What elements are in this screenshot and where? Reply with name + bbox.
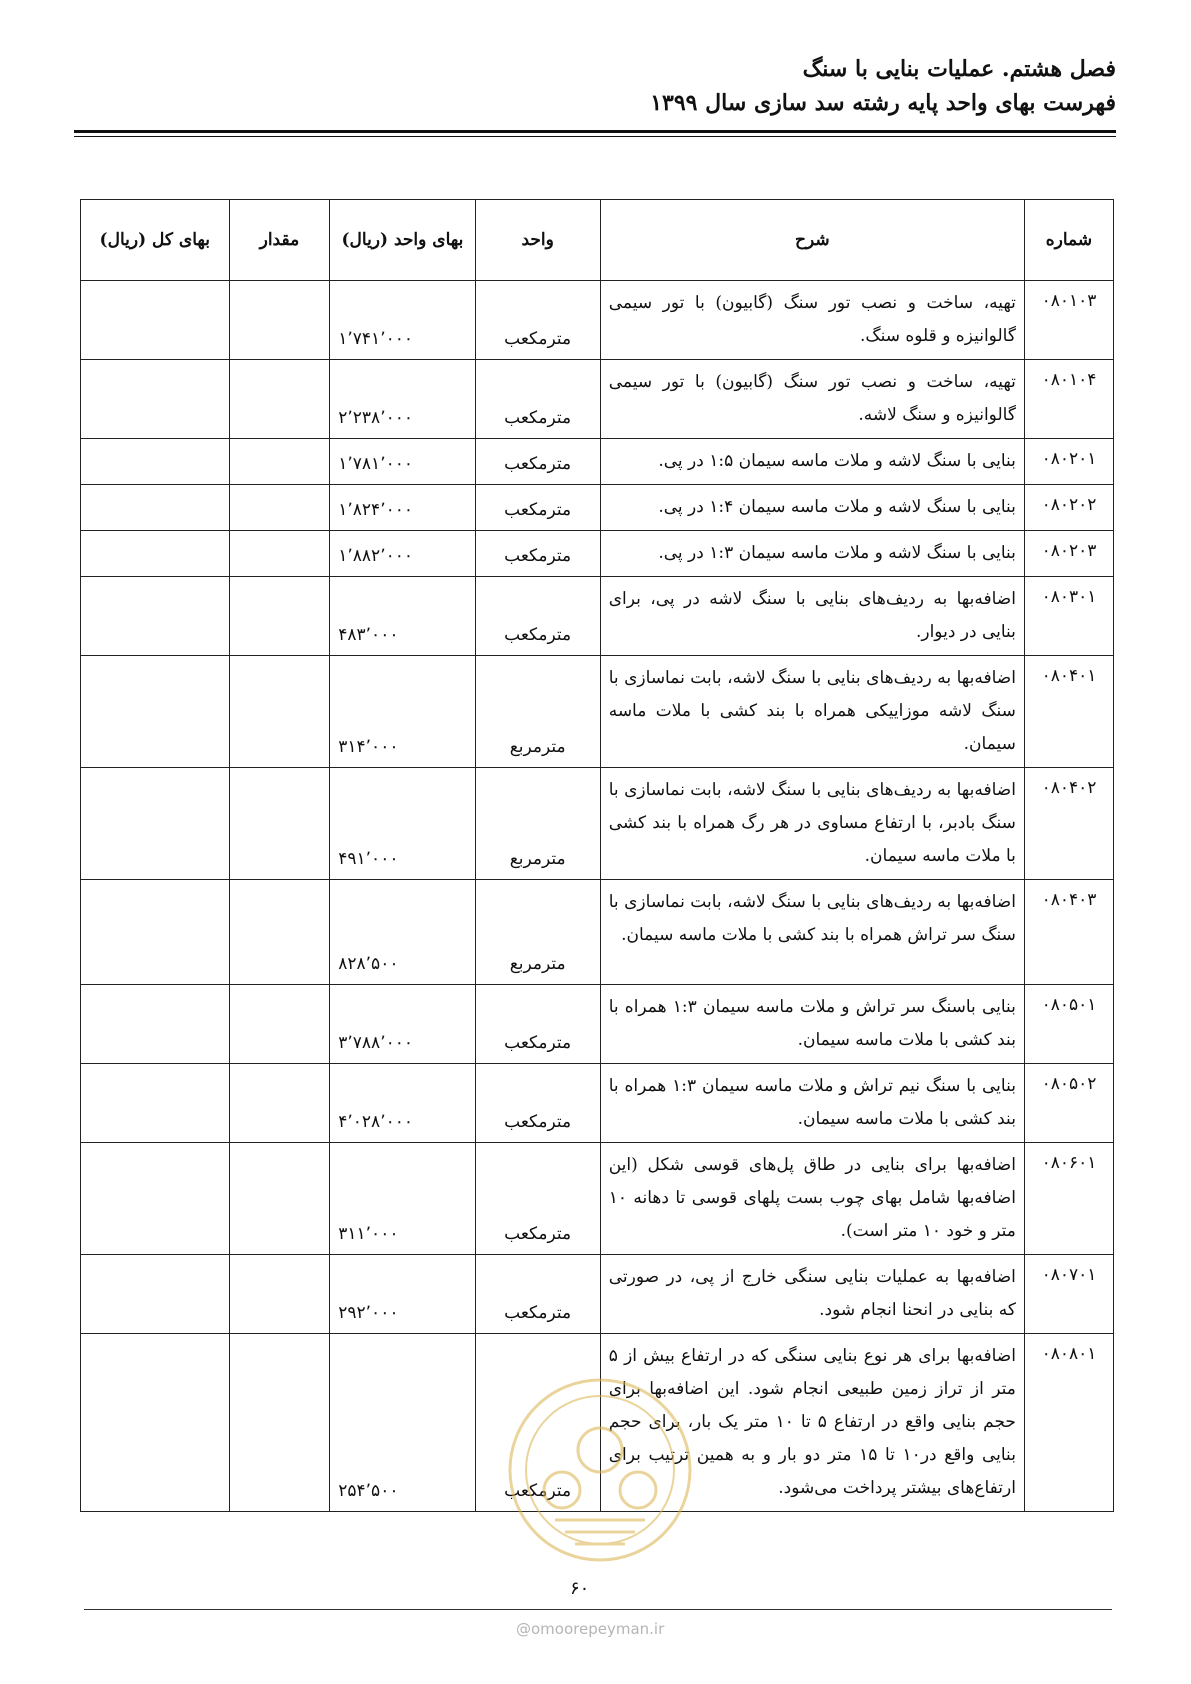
row-description: بنایی با سنگ لاشه و ملات ماسه سیمان ۱:۳ در پی. (600, 531, 1024, 577)
row-description: اضافه‌بها به ردیف‌های بنایی با سنگ لاشه، بابت نماسازی با سنگ بادبر، با ارتفاع مساوی در هر رگ همراه با بند کشی با ملات ماسه سیمان. (600, 768, 1024, 880)
row-description: اضافه‌بها به ردیف‌های بنایی با سنگ لاشه، بابت نماسازی با سنگ سر تراش همراه با بند کشی با ملات ماسه سیمان. (600, 880, 1024, 985)
row-unit: مترمکعب (475, 577, 600, 656)
row-code: ۰۸۰۴۰۱ (1024, 656, 1113, 768)
table-row (81, 531, 1114, 577)
footer-rule (84, 1609, 1112, 1610)
row-quantity (229, 577, 330, 656)
row-total-price (81, 1255, 230, 1334)
row-unit-price: ۲۵۴٬۵۰۰ (330, 1334, 475, 1512)
price-table (80, 199, 1114, 1512)
table-row (81, 439, 1114, 485)
row-code: ۰۸۰۲۰۱ (1024, 439, 1113, 485)
header-total-price: بهای کل (ریال) (81, 200, 230, 281)
row-code: ۰۸۰۵۰۲ (1024, 1064, 1113, 1143)
row-total-price (81, 880, 230, 985)
row-total-price (81, 1143, 230, 1255)
row-unit: مترمکعب (475, 1143, 600, 1255)
table-row (81, 1255, 1114, 1334)
row-unit: مترمکعب (475, 1255, 600, 1334)
row-total-price (81, 768, 230, 880)
row-unit: مترمربع (475, 768, 600, 880)
row-unit-price: ۱٬۷۸۱٬۰۰۰ (330, 439, 475, 485)
row-quantity (229, 1064, 330, 1143)
row-unit: مترمکعب (475, 360, 600, 439)
row-quantity (229, 1334, 330, 1512)
row-unit: مترمربع (475, 880, 600, 985)
chapter-title: فصل هشتم. عملیات بنایی با سنگ (802, 56, 1116, 82)
page-header (650, 52, 1116, 120)
row-unit: مترمکعب (475, 1334, 600, 1512)
row-description: بنایی باسنگ سر تراش و ملات ماسه سیمان ۱:۳ همراه با بند کشی با ملات ماسه سیمان. (600, 985, 1024, 1064)
row-code: ۰۸۰۱۰۳ (1024, 281, 1113, 360)
row-quantity (229, 485, 330, 531)
row-quantity (229, 656, 330, 768)
row-unit: مترمکعب (475, 485, 600, 531)
row-total-price (81, 439, 230, 485)
row-unit-price: ۳۱۴٬۰۰۰ (330, 656, 475, 768)
table-row (81, 1143, 1114, 1255)
row-unit-price: ۲٬۲۳۸٬۰۰۰ (330, 360, 475, 439)
footer-website: @omoorepeyman.ir (516, 1620, 665, 1638)
row-total-price (81, 1064, 230, 1143)
row-code: ۰۸۰۶۰۱ (1024, 1143, 1113, 1255)
row-quantity (229, 1255, 330, 1334)
table-header-row (81, 200, 1114, 281)
header-quantity: مقدار (229, 200, 330, 281)
row-description: اضافه‌بها به ردیف‌های بنایی با سنگ لاشه در پی، برای بنایی در دیوار. (600, 577, 1024, 656)
table-row (81, 360, 1114, 439)
row-unit: مترمکعب (475, 439, 600, 485)
row-unit: مترمکعب (475, 531, 600, 577)
row-total-price (81, 1334, 230, 1512)
row-unit-price: ۴۸۳٬۰۰۰ (330, 577, 475, 656)
row-quantity (229, 439, 330, 485)
row-quantity (229, 985, 330, 1064)
row-unit-price: ۱٬۷۴۱٬۰۰۰ (330, 281, 475, 360)
table-row (81, 485, 1114, 531)
row-code: ۰۸۰۱۰۴ (1024, 360, 1113, 439)
row-unit: مترمکعب (475, 1064, 600, 1143)
row-description: بنایی با سنگ نیم تراش و ملات ماسه سیمان ۱:۳ همراه با بند کشی با ملات ماسه سیمان. (600, 1064, 1024, 1143)
header-rule-thick (74, 130, 1116, 133)
row-description: تهیه، ساخت و نصب تور سنگ (گابیون) با تور سیمی گالوانیزه و سنگ لاشه. (600, 360, 1024, 439)
row-unit-price: ۲۹۲٬۰۰۰ (330, 1255, 475, 1334)
row-unit-price: ۴۹۱٬۰۰۰ (330, 768, 475, 880)
header-description: شرح (600, 200, 1024, 281)
row-total-price (81, 281, 230, 360)
header-code: شماره (1024, 200, 1113, 281)
row-quantity (229, 531, 330, 577)
header-unit: واحد (475, 200, 600, 281)
row-unit-price: ۸۲۸٬۵۰۰ (330, 880, 475, 985)
row-total-price (81, 985, 230, 1064)
row-description: بنایی با سنگ لاشه و ملات ماسه سیمان ۱:۵ در پی. (600, 439, 1024, 485)
row-code: ۰۸۰۸۰۱ (1024, 1334, 1113, 1512)
row-description: بنایی با سنگ لاشه و ملات ماسه سیمان ۱:۴ در پی. (600, 485, 1024, 531)
row-unit-price: ۳۱۱٬۰۰۰ (330, 1143, 475, 1255)
row-code: ۰۸۰۷۰۱ (1024, 1255, 1113, 1334)
row-code: ۰۸۰۵۰۱ (1024, 985, 1113, 1064)
table-row (81, 768, 1114, 880)
row-total-price (81, 656, 230, 768)
row-code: ۰۸۰۳۰۱ (1024, 577, 1113, 656)
row-quantity (229, 360, 330, 439)
table-row (81, 1064, 1114, 1143)
table-row (81, 577, 1114, 656)
header-rule-thin (74, 136, 1116, 137)
row-code: ۰۸۰۴۰۲ (1024, 768, 1113, 880)
page-number: ۶۰ (570, 1578, 590, 1599)
row-code: ۰۸۰۴۰۳ (1024, 880, 1113, 985)
table-row (81, 985, 1114, 1064)
table-row (81, 281, 1114, 360)
row-description: اضافه‌بها به ردیف‌های بنایی با سنگ لاشه، بابت نماسازی با سنگ لاشه موزاییکی همراه با بند کشی با ملات ماسه سیمان. (600, 656, 1024, 768)
row-unit: مترمکعب (475, 985, 600, 1064)
row-total-price (81, 360, 230, 439)
row-unit: مترمکعب (475, 281, 600, 360)
row-quantity (229, 880, 330, 985)
row-description: تهیه، ساخت و نصب تور سنگ (گابیون) با تور سیمی گالوانیزه و قلوه سنگ. (600, 281, 1024, 360)
row-description: اضافه‌بها برای بنایی در طاق پل‌های قوسی شکل (این اضافه‌بها شامل بهای چوب بست پلهای قوسی تا دهانه ۱۰ متر و خود ۱۰ متر است). (600, 1143, 1024, 1255)
row-quantity (229, 768, 330, 880)
row-total-price (81, 577, 230, 656)
row-unit-price: ۴٬۰۲۸٬۰۰۰ (330, 1064, 475, 1143)
row-code: ۰۸۰۲۰۳ (1024, 531, 1113, 577)
document-title: فهرست بهای واحد پایه رشته سد سازی سال ۱۳۹۹ (650, 90, 1116, 116)
header-unit-price: بهای واحد (ریال) (330, 200, 475, 281)
row-total-price (81, 485, 230, 531)
row-unit-price: ۱٬۸۲۴٬۰۰۰ (330, 485, 475, 531)
row-quantity (229, 1143, 330, 1255)
row-unit: مترمربع (475, 656, 600, 768)
seal-watermark-icon (500, 1370, 700, 1570)
row-description: اضافه‌بها به عملیات بنایی سنگی خارج از پی، در صورتی که بنایی در انحنا انجام شود. (600, 1255, 1024, 1334)
row-description: اضافه‌بها برای هر نوع بنایی سنگی که در ارتفاع بیش از ۵ متر از تراز زمین طبیعی انجام شود. این اضافه‌بها برای حجم بنایی واقع در ارتفاع ۵ تا ۱۰ متر یک بار، برای حجم بنایی واقع در۱۰ تا ۱۵ متر دو بار و به همین ترتیب برای ارتفاع‌های بیشتر پرداخت می‌شود. (600, 1334, 1024, 1512)
row-unit-price: ۱٬۸۸۲٬۰۰۰ (330, 531, 475, 577)
table-row (81, 656, 1114, 768)
row-quantity (229, 281, 330, 360)
row-unit-price: ۳٬۷۸۸٬۰۰۰ (330, 985, 475, 1064)
row-code: ۰۸۰۲۰۲ (1024, 485, 1113, 531)
row-total-price (81, 531, 230, 577)
table-row (81, 880, 1114, 985)
